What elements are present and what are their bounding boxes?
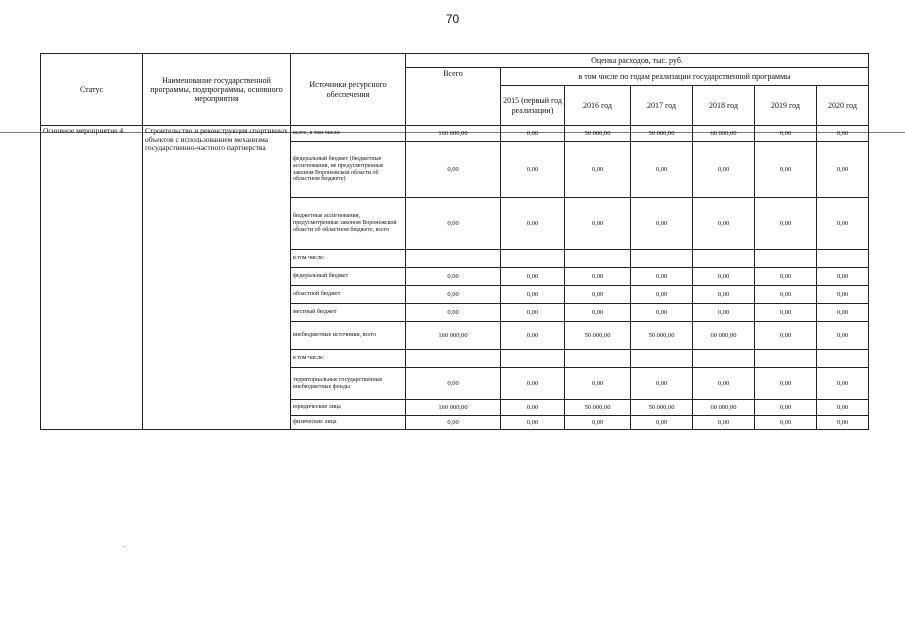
value-cell	[565, 250, 631, 268]
value-cell: 0,00	[817, 400, 869, 416]
row-program-name: Строительство и реконструкция спортивных объектов с использованием механизма государственно-частного партнерства	[143, 126, 291, 430]
value-cell: 0,00	[501, 286, 565, 304]
value-cell: 0,00	[693, 268, 755, 286]
value-cell: 0,00	[565, 286, 631, 304]
value-cell: 0,00	[817, 126, 869, 142]
value-cell: 60 000,00	[693, 322, 755, 350]
value-cell: 0,00	[817, 368, 869, 400]
value-cell: 0,00	[755, 304, 817, 322]
page-number: 70	[445, 12, 460, 26]
value-cell: 0,00	[693, 304, 755, 322]
value-cell: 0,00	[501, 198, 565, 250]
value-cell: 0,00	[755, 400, 817, 416]
value-cell: 0,00	[693, 416, 755, 430]
value-cell: 0,00	[406, 416, 501, 430]
value-cell: 0,00	[817, 268, 869, 286]
value-cell: 50 000,00	[565, 400, 631, 416]
budget-table	[40, 53, 869, 430]
value-cell: 0,00	[406, 286, 501, 304]
source-cell: федеральный бюджет	[291, 268, 406, 286]
value-cell: 0,00	[755, 142, 817, 198]
header-name: Наименование государственной программы, подпрограммы, основного мероприятия	[143, 54, 291, 126]
header-status: Статус	[41, 54, 143, 126]
value-cell: 0,00	[501, 126, 565, 142]
source-cell: бюджетные ассигнования, предусмотренные законом Воронежской области об областном бюджете, всего	[291, 198, 406, 250]
value-cell: 0,00	[631, 368, 693, 400]
header-year: 2020 год	[817, 86, 869, 126]
value-cell: 0,00	[693, 286, 755, 304]
value-cell	[817, 250, 869, 268]
value-cell: 0,00	[501, 368, 565, 400]
value-cell: 0,00	[817, 322, 869, 350]
value-cell: 0,00	[406, 268, 501, 286]
value-cell: 0,00	[631, 416, 693, 430]
value-cell	[631, 350, 693, 368]
header-estimate: Оценка расходов, тыс. руб.	[406, 54, 869, 68]
value-cell: 160 000,00	[406, 400, 501, 416]
source-cell: территориальные государственные внебюджетные фонды	[291, 368, 406, 400]
value-cell: 0,00	[817, 286, 869, 304]
header-by-years: в том числе по годам реализации государственной программы	[501, 68, 869, 86]
value-cell: 0,00	[406, 142, 501, 198]
value-cell	[501, 350, 565, 368]
value-cell: 0,00	[406, 304, 501, 322]
value-cell: 0,00	[755, 268, 817, 286]
value-cell: 0,00	[817, 198, 869, 250]
value-cell: 0,00	[817, 304, 869, 322]
value-cell	[565, 350, 631, 368]
value-cell: 0,00	[501, 322, 565, 350]
header-year: 2018 год	[693, 86, 755, 126]
value-cell: 0,00	[406, 368, 501, 400]
value-cell: 0,00	[693, 142, 755, 198]
value-cell: 0,00	[501, 304, 565, 322]
value-cell: 0,00	[755, 416, 817, 430]
value-cell: 60 000,00	[693, 400, 755, 416]
header-total: Всего	[406, 68, 501, 126]
header-sources: Источники ресурсного обеспечения	[291, 54, 406, 126]
value-cell: 0,00	[565, 198, 631, 250]
source-cell: местный бюджет	[291, 304, 406, 322]
source-cell: физические лица	[291, 416, 406, 430]
source-cell: в том числе:	[291, 350, 406, 368]
value-cell: 0,00	[631, 142, 693, 198]
value-cell	[817, 350, 869, 368]
header-year: 2015 (первый год реализации)	[501, 86, 565, 126]
value-cell	[693, 250, 755, 268]
value-cell: 160 000,00	[406, 126, 501, 142]
scan-speck	[124, 546, 125, 547]
value-cell: 0,00	[693, 368, 755, 400]
value-cell: 0,00	[693, 198, 755, 250]
value-cell	[406, 250, 501, 268]
value-cell: 0,00	[817, 416, 869, 430]
value-cell: 0,00	[565, 268, 631, 286]
value-cell: 0,00	[565, 304, 631, 322]
source-cell: внебюджетные источники, всего	[291, 322, 406, 350]
value-cell	[693, 350, 755, 368]
value-cell: 50 000,00	[631, 322, 693, 350]
header-year: 2019 год	[755, 86, 817, 126]
value-cell: 0,00	[565, 416, 631, 430]
value-cell: 0,00	[501, 416, 565, 430]
value-cell: 50 000,00	[565, 126, 631, 142]
value-cell	[501, 250, 565, 268]
value-cell	[406, 350, 501, 368]
value-cell: 0,00	[631, 304, 693, 322]
value-cell: 50 000,00	[631, 126, 693, 142]
value-cell: 0,00	[406, 198, 501, 250]
value-cell: 0,00	[755, 368, 817, 400]
header-year: 2017 год	[631, 86, 693, 126]
value-cell: 50 000,00	[631, 400, 693, 416]
value-cell: 0,00	[631, 286, 693, 304]
value-cell: 0,00	[755, 198, 817, 250]
value-cell: 50 000,00	[565, 322, 631, 350]
source-cell: юридические лица	[291, 400, 406, 416]
value-cell: 60 000,00	[693, 126, 755, 142]
table-row	[41, 126, 869, 142]
value-cell: 0,00	[501, 400, 565, 416]
header-year: 2016 год	[565, 86, 631, 126]
value-cell: 0,00	[565, 142, 631, 198]
value-cell: 0,00	[817, 142, 869, 198]
value-cell: 0,00	[755, 286, 817, 304]
source-cell: федеральный бюджет (бюджетные ассигнования, не предусмотренные законом Воронежской области об областном бюджете)	[291, 142, 406, 198]
value-cell: 0,00	[755, 126, 817, 142]
value-cell: 0,00	[565, 368, 631, 400]
value-cell	[631, 250, 693, 268]
value-cell: 0,00	[501, 268, 565, 286]
value-cell: 160 000,00	[406, 322, 501, 350]
value-cell: 0,00	[501, 142, 565, 198]
source-cell: в том числе:	[291, 250, 406, 268]
value-cell: 0,00	[631, 198, 693, 250]
row-status: Основное мероприятие 4	[41, 126, 143, 430]
source-cell: областной бюджет	[291, 286, 406, 304]
value-cell	[755, 350, 817, 368]
source-cell: всего, в том числе:	[291, 126, 406, 142]
value-cell: 0,00	[631, 268, 693, 286]
value-cell: 0,00	[755, 322, 817, 350]
value-cell	[755, 250, 817, 268]
